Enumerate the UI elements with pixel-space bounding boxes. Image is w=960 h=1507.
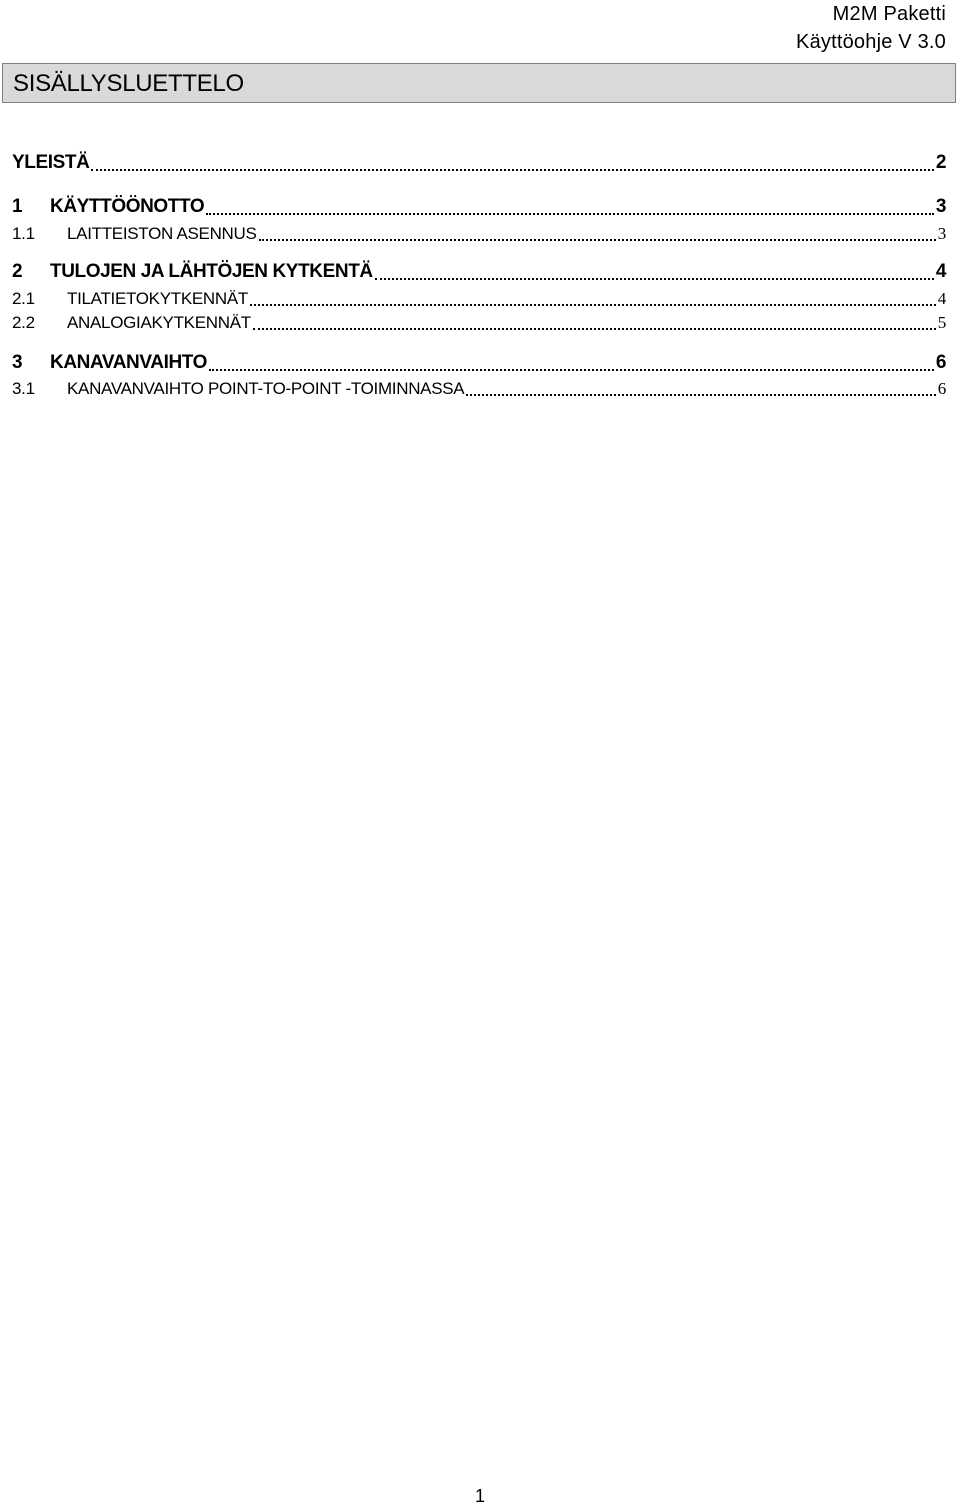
- toc-leader: [253, 328, 936, 330]
- toc-entry-page: 4: [937, 289, 946, 308]
- toc-entry-text: KANAVANVAIHTO POINT-TO-POINT -TOIMINNASSA: [67, 379, 465, 398]
- toc-leader: [91, 169, 933, 171]
- toc-entry-page: 6: [935, 352, 946, 373]
- toc-entry-number: 2.1: [12, 289, 35, 308]
- toc-leader: [209, 369, 934, 371]
- toc-entry-text: KANAVANVAIHTO: [50, 352, 208, 373]
- page-number: 1: [474, 1486, 485, 1506]
- toc-entry-number: 1.1: [12, 224, 35, 243]
- toc-entry-number: 2: [12, 261, 23, 282]
- toc-title-box: [2, 63, 956, 103]
- toc-entry-number: 1: [12, 196, 23, 217]
- toc-leader: [206, 213, 934, 215]
- toc-leader: [375, 278, 934, 280]
- toc-entry-number: 2.2: [12, 313, 35, 332]
- toc-entry-text: KÄYTTÖÖNOTTO: [50, 196, 205, 217]
- toc-leader: [259, 239, 936, 241]
- toc-entry-analogiakytkennat[interactable]: [12, 313, 946, 335]
- toc-entry-yleista[interactable]: [12, 152, 946, 176]
- toc-entry-text: ANALOGIAKYTKENNÄT: [67, 313, 251, 332]
- document-header: [796, 0, 946, 56]
- toc-entry-page: 5: [937, 313, 946, 332]
- toc-entry-text: YLEISTÄ: [12, 152, 90, 173]
- header-document-version: Käyttöohje V 3.0: [796, 31, 946, 53]
- toc-entry-laitteiston-asennus[interactable]: [12, 224, 946, 246]
- toc-leader: [466, 394, 935, 396]
- toc-entry-page: 6: [937, 379, 946, 398]
- toc-entry-page: 3: [935, 196, 946, 217]
- toc-entry-page: 3: [937, 224, 946, 243]
- toc-entry-number: 3: [12, 352, 23, 373]
- toc-title: SISÄLLYSLUETTELO: [13, 70, 244, 97]
- toc-entry-kanavanvaihto-point-to-point[interactable]: [12, 379, 946, 401]
- toc-entry-kayttoonotto[interactable]: [12, 196, 946, 220]
- toc-entry-number: 3.1: [12, 379, 35, 398]
- toc-entry-page: 2: [935, 152, 946, 173]
- toc-entry-text: LAITTEISTON ASENNUS: [67, 224, 257, 243]
- toc-entry-text: TULOJEN JA LÄHTÖJEN KYTKENTÄ: [50, 261, 373, 282]
- toc-entry-kanavanvaihto[interactable]: [12, 352, 946, 376]
- toc-entry-tulojen-ja-lahtojen-kytkenta[interactable]: [12, 261, 946, 285]
- toc-leader: [250, 304, 936, 306]
- header-product-name: M2M Paketti: [832, 3, 946, 25]
- toc-entry-text: TILATIETOKYTKENNÄT: [67, 289, 249, 308]
- toc-entry-page: 4: [935, 261, 946, 282]
- toc-entry-tilatietokytkennat[interactable]: [12, 289, 946, 311]
